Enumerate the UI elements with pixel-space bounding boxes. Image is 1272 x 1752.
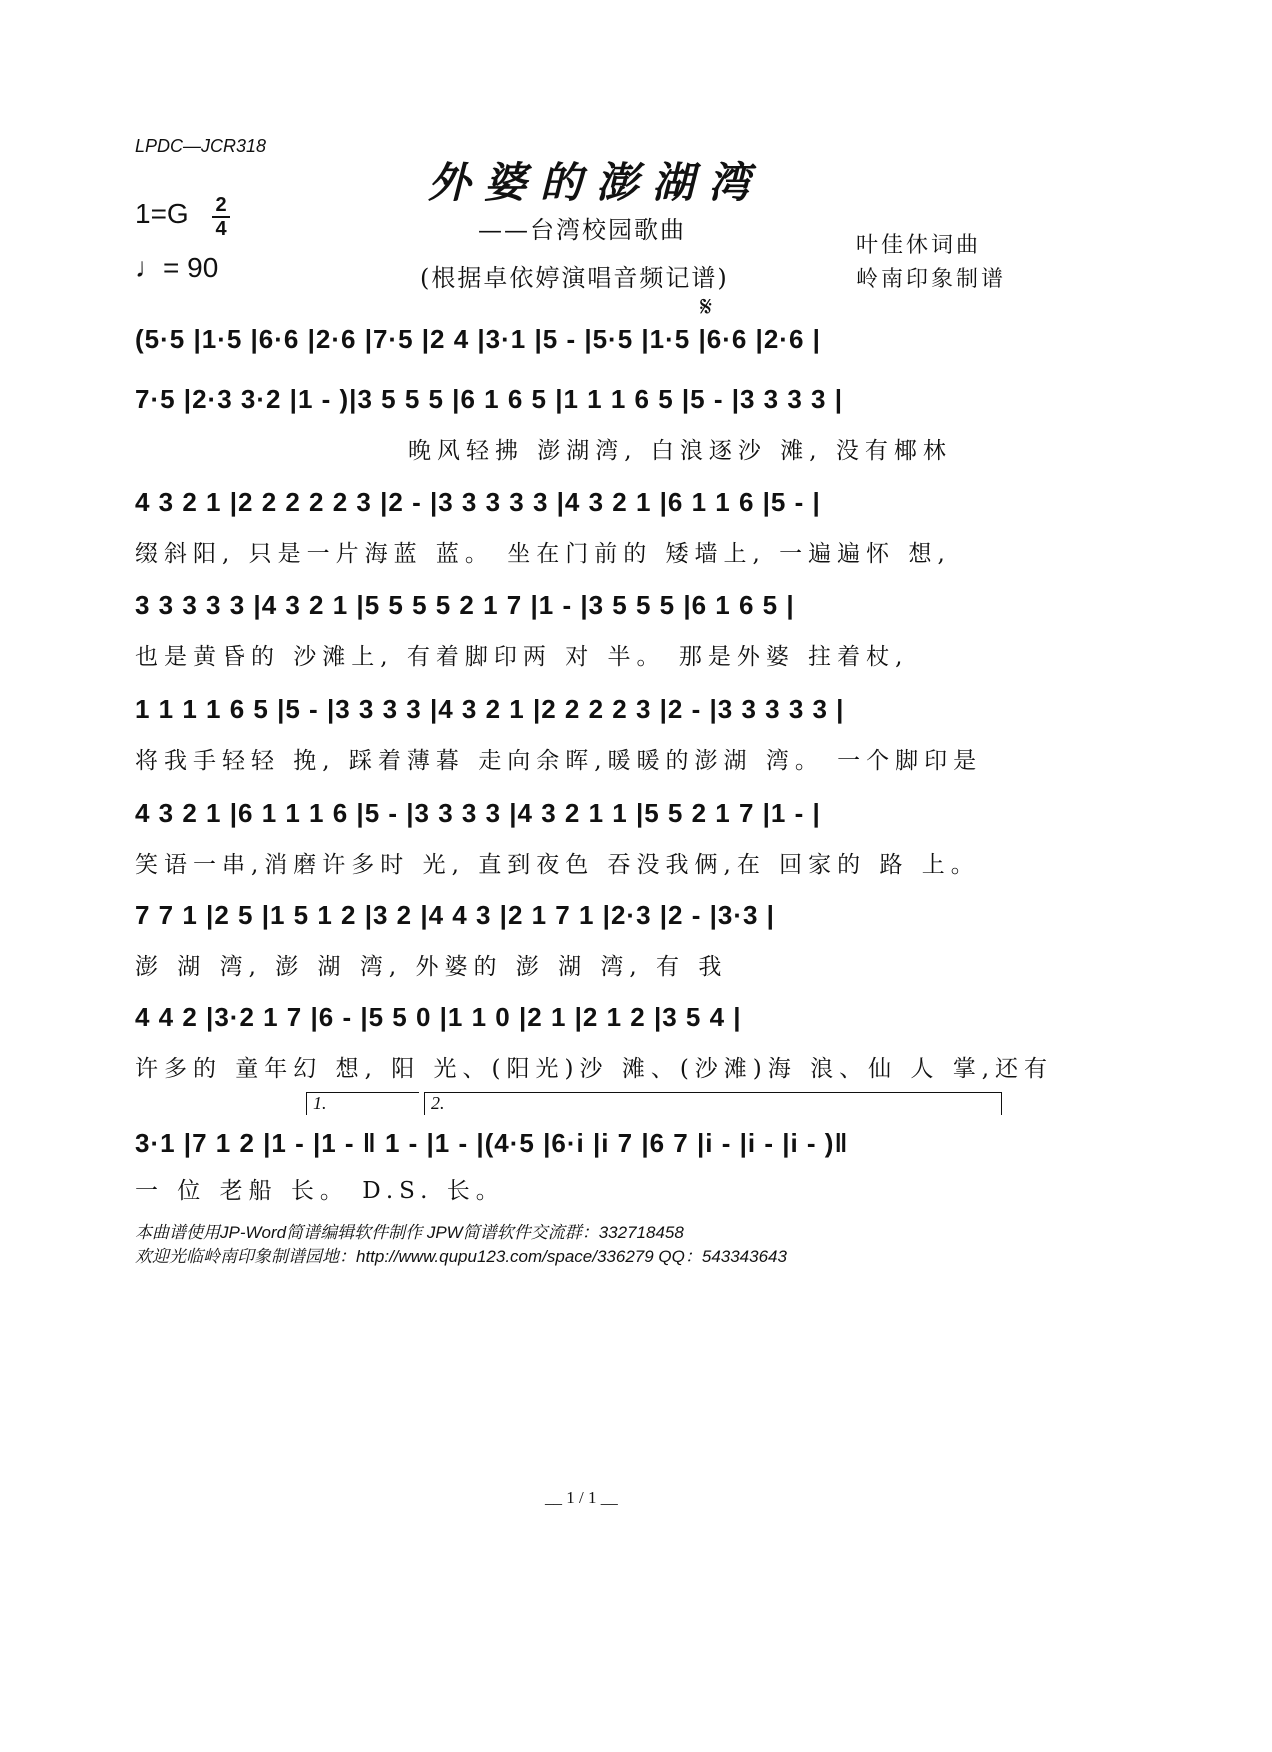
song-title: 外婆的澎湖湾 (428, 158, 765, 207)
notation-line-7: 7 7 1 |2 5 |1 5 1 2 |3 2 |4 4 3 |2 1 7 1 |2·3 |2 - |3·3 | (135, 900, 775, 930)
notation-line-5: 1 1 1 1 6 5 |5 - |3 3 3 3 |4 3 2 1 |2 2 2 2 3 |2 - |3 3 3 3 3 | (135, 694, 845, 724)
page-number: __ 1 / 1 __ (545, 1488, 618, 1507)
lyric-line-8: 许多的 童年幻 想, 阳 光、(阳光)沙 滩、(沙滩)海 浪、仙 人 掌,还有 (135, 1056, 1054, 1082)
lyric-line-3: 缀斜阳, 只是一片海蓝 蓝。 坐在门前的 矮墙上, 一遍遍怀 想, (135, 541, 951, 567)
notation-line-2: 7·5 |2·3 3·2 |1 - )|3 5 5 5 |6 1 6 5 |1 1 1 6 5 |5 - |3 3 3 3 | (135, 384, 844, 414)
time-signature-top: 2 (215, 194, 227, 216)
first-ending-label: 1. (313, 1093, 327, 1113)
segno-icon: 𝄋 (700, 290, 713, 323)
tempo-marking: ♩= 90 (135, 252, 219, 283)
software-credit: 本曲谱使用JP-Word简谱编辑软件制作 JPW简谱软件交流群：332718458 (135, 1223, 684, 1242)
composer-credit: 叶佳休词曲 (856, 233, 982, 258)
lyric-line-7: 澎 湖 湾, 澎 湖 湾, 外婆的 澎 湖 湾, 有 我 (135, 954, 728, 980)
transcription-note: (根据卓依婷演唱音频记谱) (420, 264, 729, 292)
notation-line-6: 4 3 2 1 |6 1 1 1 6 |5 - |3 3 3 3 |4 3 2 1 1 |5 5 2 1 7 |1 - | (135, 798, 821, 828)
key-signature: 1=G (135, 198, 189, 229)
second-ending-label: 2. (431, 1093, 445, 1113)
notation-line-8: 4 4 2 |3·2 1 7 |6 - |5 5 0 |1 1 0 |2 1 |2 1 2 |3 5 4 | (135, 1002, 742, 1032)
lyric-line-4: 也是黄昏的 沙滩上, 有着脚印两 对 半。 那是外婆 拄着杖, (135, 644, 909, 670)
score-code: LPDC—JCR318 (135, 136, 267, 156)
second-ending-bracket (424, 1092, 1002, 1115)
time-signature (212, 194, 230, 240)
lyric-line-9: 一 位 老船 长。 D.S. 长。 (135, 1178, 505, 1204)
notation-line-3: 4 3 2 1 |2 2 2 2 2 3 |2 - |3 3 3 3 3 |4 3 2 1 |6 1 1 6 |5 - | (135, 487, 821, 517)
song-subtitle: ——台湾校园歌曲 (478, 216, 686, 244)
notation-line-1: (5·5 |1·5 |6·6 |2·6 |7·5 |2 4 |3·1 |5 - |5·5 |1·5 |6·6 |2·6 | (135, 324, 821, 354)
first-ending-bracket (306, 1092, 419, 1115)
notation-line-4: 3 3 3 3 3 |4 3 2 1 |5 5 5 5 2 1 7 |1 - |3 5 5 5 |6 1 6 5 | (135, 590, 795, 620)
time-signature-bottom: 4 (215, 218, 227, 240)
website-credit: 欢迎光临岭南印象制谱园地：http://www.qupu123.com/space/336279 QQ：543343643 (135, 1247, 787, 1266)
notation-line-9: 3·1 |7 1 2 |1 - |1 - ‖ 1 - |1 - |(4·5 |6·i |i 7 |6 7 |i - |i - |i - )‖ (135, 1128, 849, 1158)
lyric-line-2: 晚风轻拂 澎湖湾, 白浪逐沙 滩, 没有椰林 (408, 438, 952, 464)
lyric-line-5: 将我手轻轻 挽, 踩着薄暮 走向余晖,暖暖的澎湖 湾。 一个脚印是 (135, 748, 983, 774)
arranger-credit: 岭南印象制谱 (856, 267, 1007, 292)
lyric-line-6: 笑语一串,消磨许多时 光, 直到夜色 吞没我俩,在 回家的 路 上。 (135, 852, 980, 878)
